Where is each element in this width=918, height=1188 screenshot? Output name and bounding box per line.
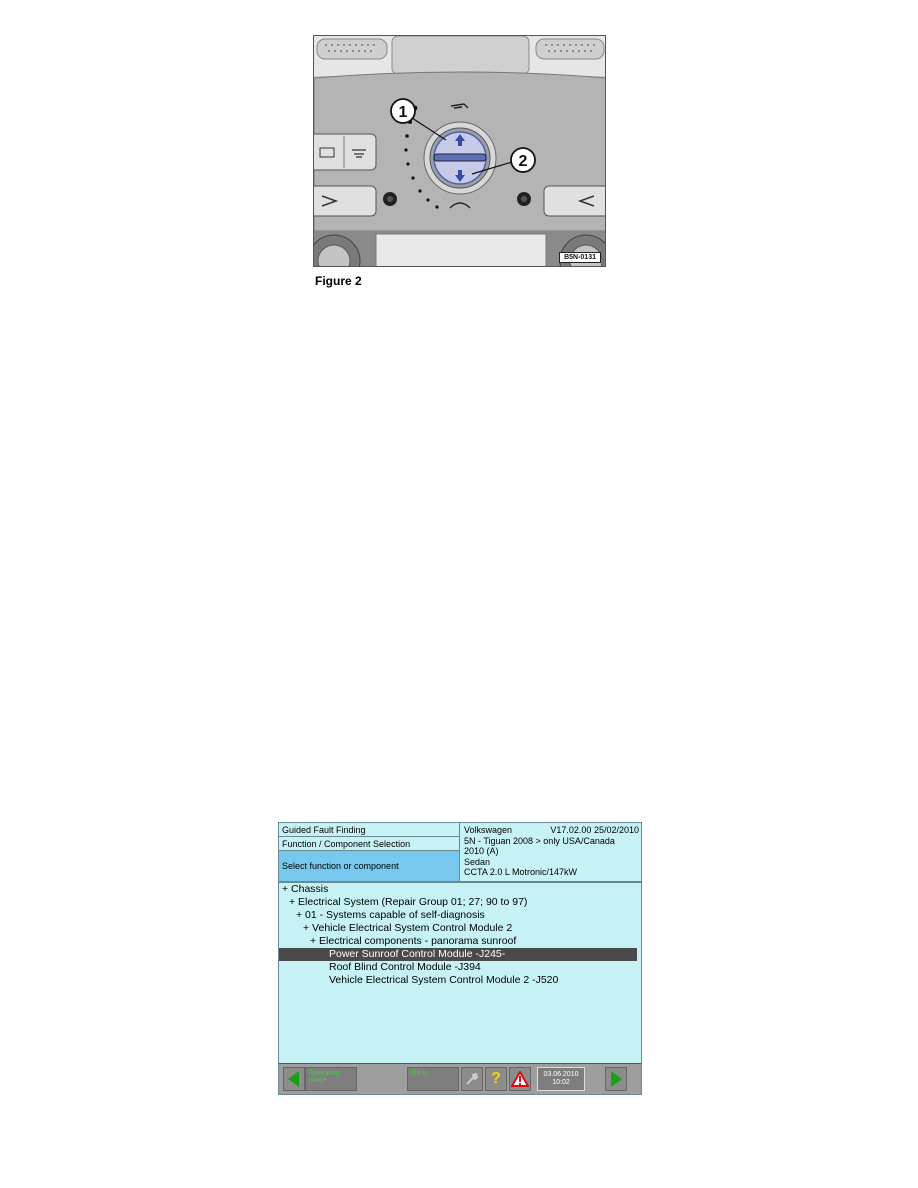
image-reference-label: B5N-0131 [559, 252, 601, 263]
mode-subtitle: Function / Component Selection [279, 837, 459, 851]
engine-code: CCTA 2.0 L Motronic/147kW [464, 867, 578, 877]
tree-item-panorama-sunroof[interactable]: + Electrical components - panorama sunroof [310, 935, 517, 947]
sunroof-switch-drawing [314, 36, 606, 267]
body-type: Sedan [464, 856, 491, 867]
callout-2: 2 [518, 153, 528, 170]
forward-arrow-icon[interactable] [605, 1067, 627, 1091]
date-label: 03.06.2010 [543, 1071, 579, 1078]
header-left [279, 823, 460, 881]
tree-item-self-diagnosis[interactable]: + 01 - Systems capable of self-diagnosis [296, 909, 485, 921]
brand-label: Volkswagen [464, 825, 513, 835]
instruction-prompt: Select function or component [279, 851, 459, 881]
back-arrow-icon[interactable] [283, 1067, 305, 1091]
function-tree [279, 883, 641, 987]
diagnostic-screen [278, 822, 642, 1095]
date-time-display [537, 1067, 585, 1091]
time-label: 10:02 [552, 1079, 570, 1086]
figure-photo [313, 35, 606, 267]
model-line-1: 5N - Tiguan 2008 > only USA/Canada [464, 835, 615, 846]
model-line-2: 2010 (A) [464, 846, 499, 856]
bottom-toolbar [279, 1063, 641, 1094]
version-label: V17.02.00 25/02/2010 [550, 825, 639, 835]
tree-item-chassis[interactable]: + Chassis [282, 883, 329, 895]
help-icon[interactable]: ? [485, 1067, 507, 1091]
operating-mode-button[interactable]: Operating mode [305, 1067, 357, 1091]
tree-item-control-module-2[interactable]: + Vehicle Electrical System Control Module 2 [303, 922, 513, 934]
tools-icon[interactable] [461, 1067, 483, 1091]
mode-title: Guided Fault Finding [279, 823, 459, 837]
vehicle-info [461, 823, 642, 881]
tree-item-electrical-system[interactable]: + Electrical System (Repair Group 01; 27; 90 to 97) [289, 896, 528, 908]
tree-item-j520-module[interactable]: Vehicle Electrical System Control Module 2 -J520 [329, 974, 559, 986]
callout-1: 1 [398, 104, 408, 121]
figure-caption: Figure 2 [315, 274, 362, 288]
warning-icon[interactable] [509, 1067, 531, 1091]
go-to-button[interactable]: Go to [407, 1067, 459, 1091]
tree-item-power-sunroof-module[interactable]: Power Sunroof Control Module -J245- [279, 948, 637, 961]
tree-item-roof-blind-module[interactable]: Roof Blind Control Module -J394 [329, 961, 481, 973]
